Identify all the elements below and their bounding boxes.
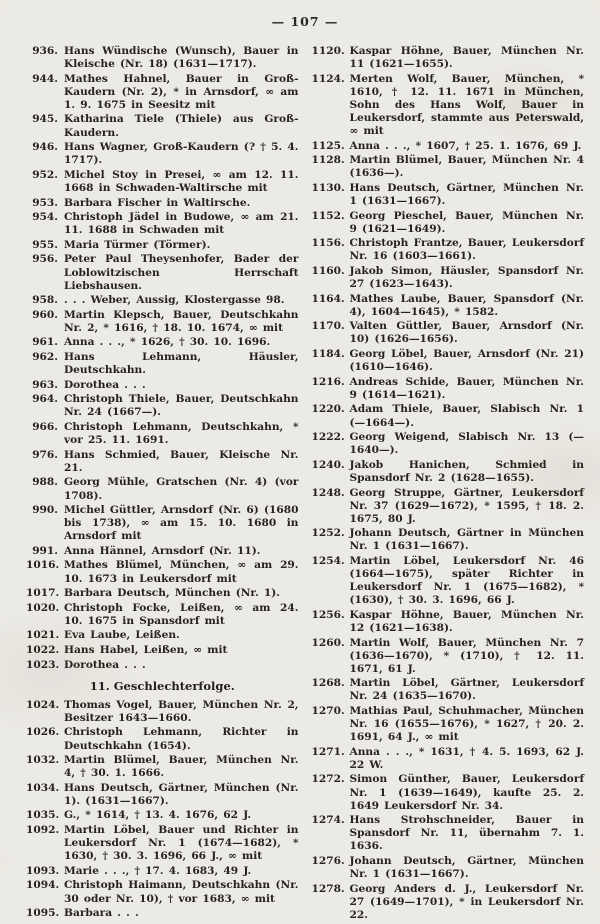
entry-text: Peter Paul Theysenhofer, Bader der Loblowitzischen Herrschaft Liebshausen.: [64, 253, 299, 292]
register-entry: [312, 293, 585, 319]
register-entry: [312, 487, 585, 526]
entry-text: Hans Deutsch, Gärtner, München (Nr. 1). (1631—1667).: [64, 781, 299, 807]
register-entry: [312, 348, 585, 374]
entry-text: Maria Türmer (Törmer).: [64, 238, 211, 251]
register-entry: [26, 73, 299, 112]
entry-text: Martin Löbel, Bauer und Richter in Leukersdorf Nr. 1 (1674—1682), * 1630, † 30. 3. 1696, 66 J., ∞ mit: [64, 824, 299, 863]
entry-text: Andreas Schide, Bauer, München Nr. 9 (1614—1621).: [349, 375, 584, 401]
register-entry: [312, 45, 585, 71]
entry-number: 1032.: [26, 754, 60, 767]
entry-number: 1035.: [26, 809, 60, 822]
register-entry: [312, 459, 585, 485]
entry-number: 1270.: [311, 705, 345, 717]
entry-text: Michel Güttler, Arnsdorf (Nr. 6) (1680 bis 1738), ∞ am 15. 10. 1680 in Arnsdorf mit: [64, 504, 299, 543]
entry-number: 944.: [32, 72, 58, 85]
entry-number: 1272.: [311, 773, 345, 786]
two-column-register: [26, 45, 584, 924]
entry-text: Georg Anders d. J., Leukersdorf Nr. 27 (1649—1701), * in Leukersdorf Nr. 22.: [349, 882, 584, 921]
register-entry: [312, 773, 585, 812]
register-entry: [312, 677, 585, 703]
entry-number: 958.: [32, 294, 58, 307]
register-entry: [312, 320, 585, 346]
entry-text: Simon Günther, Bauer, Leukersdorf Nr. 1 (1639—1649), kaufte 25. 2. 1649 Leukersdorf Nr. 34.: [349, 773, 584, 812]
register-entry: [26, 629, 299, 642]
entry-number: 936.: [32, 45, 58, 57]
register-entry: [26, 782, 299, 808]
entry-text: Christoph Lehmann, Deutschkahn, * vor 25. 11. 1691.: [64, 421, 299, 447]
register-entry: [312, 609, 585, 635]
entry-number: 990.: [32, 504, 58, 517]
entry-number: 1248.: [311, 486, 345, 499]
entry-number: 1016.: [26, 559, 60, 572]
register-entry: [312, 210, 585, 236]
register-entry: [26, 587, 299, 600]
entry-number: 1216.: [311, 375, 345, 388]
entry-number: 1094.: [26, 879, 60, 892]
entry-number: 1271.: [311, 745, 345, 758]
register-entry: [312, 73, 585, 138]
entry-text: Christoph Jädel in Budowe, ∞ am 21. 11. 1688 in Schwaden mit: [64, 211, 299, 237]
entry-text: Barbara Deutsch, München (Nr. 1).: [64, 587, 280, 600]
entry-text: Dorothea . . .: [64, 378, 146, 391]
entry-text: Mathes Blümel, München, ∞ am 29. 10. 1673 in Leukersdorf mit: [64, 559, 299, 585]
register-entry: [312, 431, 585, 457]
register-entry: [26, 253, 299, 292]
entry-text: Kaspar Höhne, Bauer, München Nr. 12 (1621—1638).: [349, 608, 584, 634]
entry-text: Martin Klepsch, Bauer, Deutschkahn Nr. 2, * 1616, † 18. 10. 1674, ∞ mit: [64, 308, 299, 334]
register-entry: [312, 376, 585, 402]
entry-text: Barbara . . .: [64, 907, 139, 920]
entry-number: 945.: [32, 113, 58, 126]
entry-text: G., * 1614, † 13. 4. 1676, 62 J.: [64, 809, 252, 822]
entry-number: 960.: [32, 308, 58, 321]
entry-text: Valten Güttler, Bauer, Arnsdorf (Nr. 10) (1626—1656).: [349, 320, 584, 346]
entry-text: Christoph Focke, Leißen, ∞ am 24. 10. 1675 in Spansdorf mit: [64, 601, 299, 627]
register-entry: [26, 602, 299, 628]
entry-number: 961.: [32, 336, 58, 349]
entry-number: 1026.: [26, 726, 60, 739]
register-entry: [312, 265, 585, 291]
register-column-right: [312, 45, 585, 924]
entry-text: Michel Stoy in Presei, ∞ am 12. 11. 1668 in Schwaden-Waltirsche mit: [64, 168, 299, 194]
entry-number: 1024.: [26, 698, 60, 711]
entry-number: 1252.: [311, 527, 345, 540]
register-entry: [26, 907, 299, 920]
register-entry: [312, 527, 585, 553]
entry-number: 954.: [32, 211, 58, 224]
entry-number: 1095.: [26, 907, 60, 920]
register-entry: [312, 555, 585, 607]
entry-number: 1017.: [26, 587, 60, 600]
entry-text: Katharina Tiele (Thiele) aus Groß-Kaudern.: [64, 113, 299, 139]
register-entry: [26, 545, 299, 558]
register-entry: [312, 154, 585, 180]
register-entry: [26, 294, 299, 307]
register-entry: [26, 699, 299, 725]
entry-number: 1278.: [311, 882, 345, 895]
register-entry: [312, 140, 585, 153]
register-entry: [312, 883, 585, 922]
entry-number: 1130.: [311, 181, 345, 194]
entry-number: 963.: [32, 378, 58, 391]
entry-text: Mathias Paul, Schuhmacher, München Nr. 16 (1655—1676), * 1627, † 20. 2. 1691, 64 J., ∞ mit: [349, 705, 584, 744]
entry-text: Hans Strohschneider, Bauer in Spansdorf Nr. 11, übernahm 7. 1. 1636.: [349, 814, 584, 853]
entry-number: 966.: [32, 421, 58, 434]
register-entry: [26, 559, 299, 585]
entry-text: Adam Thiele, Bauer, Slabisch Nr. 1 (—1664—).: [349, 403, 584, 429]
entry-text: Georg Weigend, Slabisch Nr. 13 (—1640—).: [349, 431, 584, 457]
register-entry: [26, 336, 299, 349]
register-entry: [26, 504, 299, 543]
entry-text: Christoph Haimann, Deutschkahn (Nr. 30 oder Nr. 10), † vor 1683, ∞ mit: [64, 879, 299, 905]
entry-number: 1120.: [311, 45, 345, 57]
entry-text: Martin Wolf, Bauer, München Nr. 7 (1636—1670), * (1710), † 12. 11. 1671, 61 J.: [349, 636, 584, 675]
register-entry: [312, 182, 585, 208]
entry-number: 976.: [32, 448, 58, 461]
entry-text: Anna . . ., * 1626, † 30. 10. 1696.: [64, 336, 271, 349]
entry-text: Hans Habel, Leißen, ∞ mit: [64, 644, 228, 657]
entry-number: 1222.: [311, 431, 345, 444]
entry-number: 1274.: [311, 814, 345, 827]
entry-text: Georg Struppe, Gärtner, Leukersdorf Nr. 37 (1629—1672), * 1595, † 18. 2. 1675, 80 J.: [349, 486, 584, 525]
entry-number: 1184.: [311, 348, 345, 361]
entry-text: Marie . . ., † 17. 4. 1683, 49 J.: [64, 864, 252, 877]
entry-text: Georg Mühle, Gratschen (Nr. 4) (vor 1708).: [64, 476, 299, 502]
entry-number: 1256.: [311, 608, 345, 621]
entry-number: 1034.: [26, 781, 60, 794]
entry-number: 1160.: [311, 265, 345, 277]
register-column-left: [26, 45, 299, 924]
entry-text: Jakob Hanichen, Schmied in Spansdorf Nr. 2 (1628—1655).: [349, 458, 584, 484]
entry-number: 1023.: [26, 658, 60, 671]
entry-text: Georg Pieschel, Bauer, München Nr. 9 (1621—1649).: [349, 209, 584, 235]
entry-number: 1276.: [311, 855, 345, 868]
entry-number: 1170.: [311, 320, 345, 333]
register-entry: [26, 309, 299, 335]
entry-text: Merten Wolf, Bauer, München, * 1610, † 12. 11. 1671 in München, Sohn des Hans Wolf, Bauer in Leukersdorf, stammte aus Peterswald, ∞ mit: [349, 72, 584, 138]
entry-number: 955.: [32, 238, 58, 251]
entry-number: 956.: [32, 253, 58, 266]
register-entry: [312, 814, 585, 853]
entry-text: Anna Hännel, Arnsdorf (Nr. 11).: [64, 544, 261, 557]
entry-number: 991.: [32, 544, 58, 557]
entry-number: 1156.: [311, 237, 345, 250]
entry-text: Anna . . ., * 1607, † 25. 1. 1676, 69 J.: [349, 139, 582, 152]
register-entry: [312, 237, 585, 263]
entry-number: 1128.: [311, 154, 345, 167]
entry-number: 1268.: [311, 677, 345, 690]
entry-number: 964.: [32, 393, 58, 406]
entry-number: 988.: [32, 476, 58, 489]
section-heading: 11. Geschlechterfolge.: [89, 678, 235, 693]
entry-number: 1093.: [26, 864, 60, 877]
entry-text: Georg Löbel, Bauer, Arnsdorf (Nr. 21) (1610—1646).: [349, 348, 584, 374]
entry-number: 1125.: [311, 139, 345, 152]
register-entry: [26, 754, 299, 780]
register-entry: [26, 141, 299, 167]
register-entry: [26, 169, 299, 195]
entry-text: Hans Lehmann, Häusler, Deutschkahn.: [64, 351, 299, 377]
register-entry: [26, 726, 299, 752]
entry-text: Kaspar Höhne, Bauer, München Nr. 11 (1621—1655).: [349, 45, 584, 71]
entry-number: 953.: [32, 196, 58, 209]
entry-text: Christoph Thiele, Bauer, Deutschkahn Nr. 24 (1667—).: [64, 393, 299, 419]
entry-text: Mathes Hahnel, Bauer in Groß-Kaudern (Nr. 2), * in Arnsdorf, ∞ am 1. 9. 1675 in Seesitz mit: [64, 72, 299, 111]
entry-text: Thomas Vogel, Bauer, München Nr. 2, Besitzer 1643—1660.: [64, 698, 299, 724]
entry-number: 1254.: [311, 554, 345, 567]
register-entry: [26, 476, 299, 502]
register-entry: [312, 403, 585, 429]
register-entry: [26, 351, 299, 377]
entry-number: 952.: [32, 168, 58, 181]
register-entry: [26, 879, 299, 905]
register-entry: [26, 865, 299, 878]
entry-text: Martin Löbel, Gärtner, Leukersdorf Nr. 24 (1635—1670).: [349, 677, 584, 703]
register-entry: [26, 449, 299, 475]
register-entry: [26, 113, 299, 139]
register-entry: [312, 855, 585, 881]
register-entry: [26, 809, 299, 822]
entry-number: 1164.: [311, 292, 345, 305]
entry-text: Hans Deutsch, Gärtner, München Nr. 1 (1631—1667).: [349, 181, 584, 208]
register-entry: [312, 637, 585, 676]
entry-text: Christoph Frantze, Bauer, Leukersdorf Nr. 16 (1603—1661).: [349, 237, 584, 263]
entry-number: 1021.: [26, 629, 60, 642]
entry-number: 1124.: [311, 72, 345, 85]
entry-number: 1022.: [26, 644, 60, 657]
entry-text: Martin Blümel, Bauer, München Nr. 4 (1636—).: [349, 154, 584, 180]
entry-text: . . . Weber, Aussig, Klostergasse 98.: [64, 294, 285, 307]
entry-text: Johann Deutsch, Gärtner in München Nr. 1 (1631—1667).: [349, 527, 584, 553]
register-entry: [26, 393, 299, 419]
entry-text: Martin Löbel, Leukersdorf Nr. 46 (1664—1675), später Richter in Leukersdorf Nr. 1 (1675—1682), * (1630), † 30. 3. 1696, 66 J.: [349, 554, 584, 607]
register-entry: [26, 197, 299, 210]
entry-text: Barbara Fischer in Waltirsche.: [64, 196, 251, 209]
entry-text: Hans Wündische (Wunsch), Bauer in Kleische (Nr. 18) (1631—1717).: [64, 45, 299, 71]
register-entry: [26, 211, 299, 237]
entry-text: Mathes Laube, Bauer, Spansdorf (Nr. 4), 1604—1645), * 1582.: [349, 292, 584, 318]
register-entry: [312, 705, 585, 744]
entry-number: 1092.: [26, 824, 60, 837]
entry-text: Christoph Lehmann, Richter in Deutschkahn (1654).: [64, 726, 299, 752]
entry-number: 1220.: [311, 403, 345, 416]
register-entry: [26, 659, 299, 672]
register-entry: [26, 644, 299, 657]
register-entry: [26, 379, 299, 392]
register-entry: [312, 746, 585, 772]
register-entry: [26, 421, 299, 447]
entry-number: 1240.: [311, 458, 345, 471]
register-entry: [26, 824, 299, 863]
entry-text: Jakob Simon, Häusler, Spansdorf Nr. 27 (1623—1643).: [349, 265, 584, 291]
entry-number: 946.: [32, 141, 58, 154]
page-number: — 107 —: [271, 14, 339, 29]
entry-text: Martin Blümel, Bauer, München Nr. 4, † 30. 1. 1666.: [64, 754, 299, 780]
entry-number: 1020.: [26, 601, 60, 614]
entry-text: Dorothea . . .: [64, 658, 146, 671]
entry-number: 1260.: [311, 636, 345, 649]
entry-text: Johann Deutsch, Gärtner, München Nr. 1 (1631—1667).: [349, 855, 584, 881]
entry-number: 1152.: [311, 209, 345, 222]
entry-text: Hans Schmied, Bauer, Kleische Nr. 21.: [64, 448, 299, 474]
register-entry: [26, 239, 299, 252]
entry-text: Eva Laube, Leißen.: [64, 629, 180, 642]
register-entry: [26, 45, 299, 71]
entry-text: Hans Wagner, Groß-Kaudern (? † 5. 4. 1717).: [64, 141, 299, 167]
entry-text: Anna . . ., * 1631, † 4. 5. 1693, 62 J. 22 W.: [349, 745, 584, 771]
entry-number: 962.: [32, 351, 58, 364]
